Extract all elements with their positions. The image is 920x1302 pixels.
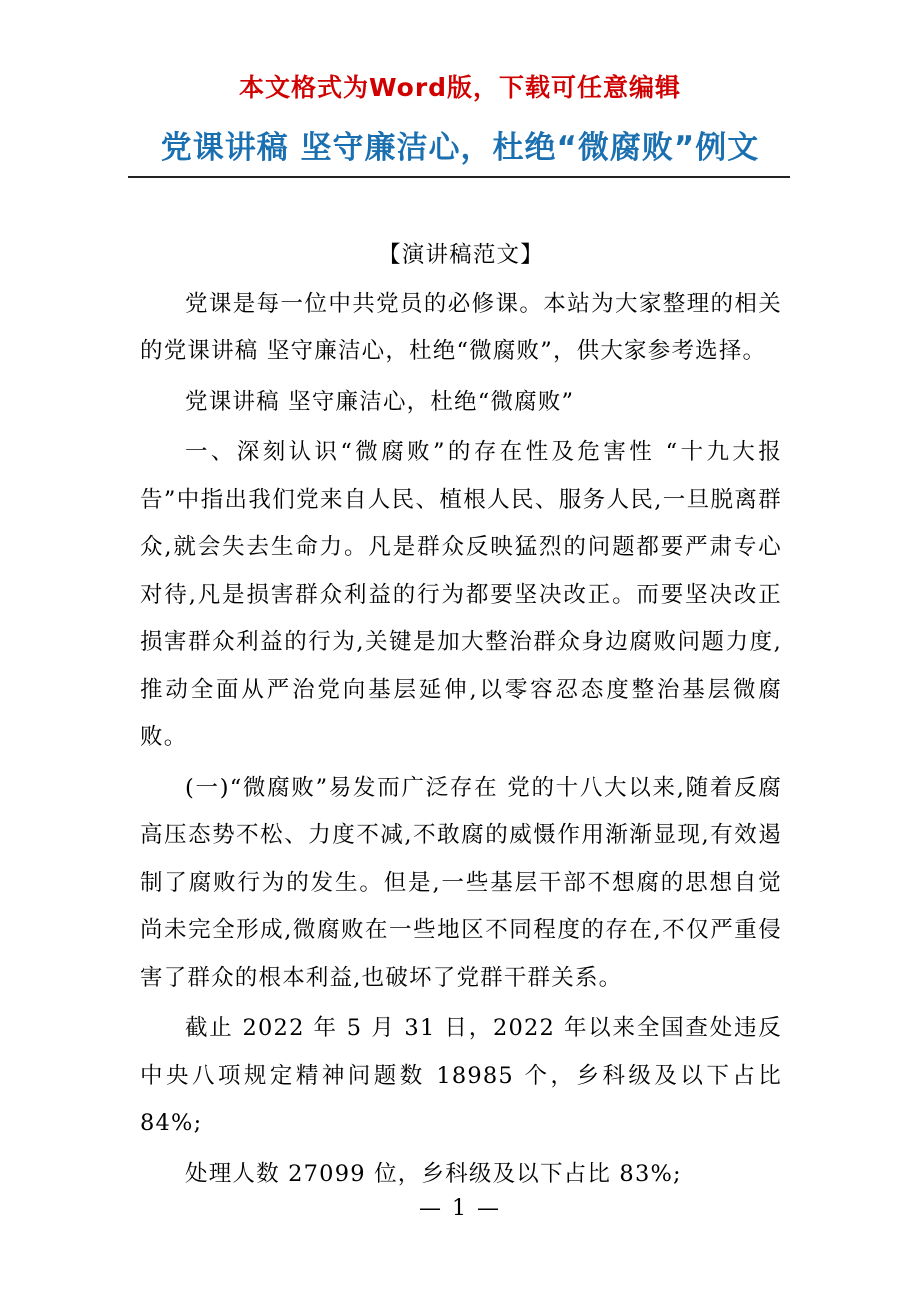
intro-paragraph: 党课是每一位中共党员的必修课。本站为大家整理的相关的党课讲稿 坚守廉洁心，杜绝“微腐败”，供大家参考选择。 [140, 290, 782, 364]
statistics-paragraph-2: 处理人数 27099 位，乡科级及以下占比 83%; [185, 1160, 682, 1187]
page-number: — 1 — [419, 1196, 501, 1221]
speech-heading: 党课讲稿 坚守廉洁心，杜绝“微腐败” [185, 388, 575, 415]
title-divider [128, 176, 790, 178]
statistics-paragraph-1: 截止 2022 年 5 月 31 日，2022 年以来全国查处违反中央八项规定精神问题数 18985 个，乡科级及以下占比 84%; [140, 1015, 782, 1136]
subsection-one-paragraph: (一)“微腐败”易发而广泛存在 党的十八大以来,随着反腐高压态势不松、力度不减,不敢腐的威慑作用渐渐显现,有效遏制了腐败行为的发生。但是,一些基层干部不想腐的思想自觉尚未完全形成,微腐败在一些地区不同程度的存在,不仅严重侵害了群众的根本利益,也破坏了党群干群关系。 [140, 774, 782, 991]
section-one-paragraph: 一、深刻认识“微腐败”的存在性及危害性 “十九大报告”中指出我们党来自人民、植根人民、服务人民,一旦脱离群众,就会失去生命力。凡是群众反映猛烈的问题都要严肃专心对待,凡是损害群众利益的行为都要坚决改正。而要坚决改正损害群众利益的行为,关键是加大整治群众身边腐败问题力度,推动全面从严治党向基层延伸,以零容忍态度整治基层微腐败。 [140, 439, 782, 750]
document-body [140, 232, 782, 1198]
document-title: 党课讲稿 坚守廉洁心，杜绝“微腐败”例文 [160, 130, 760, 166]
category-label: 【演讲稿范文】 [378, 242, 544, 268]
format-banner: 本文格式为Word版，下载可任意编辑 [238, 73, 682, 102]
